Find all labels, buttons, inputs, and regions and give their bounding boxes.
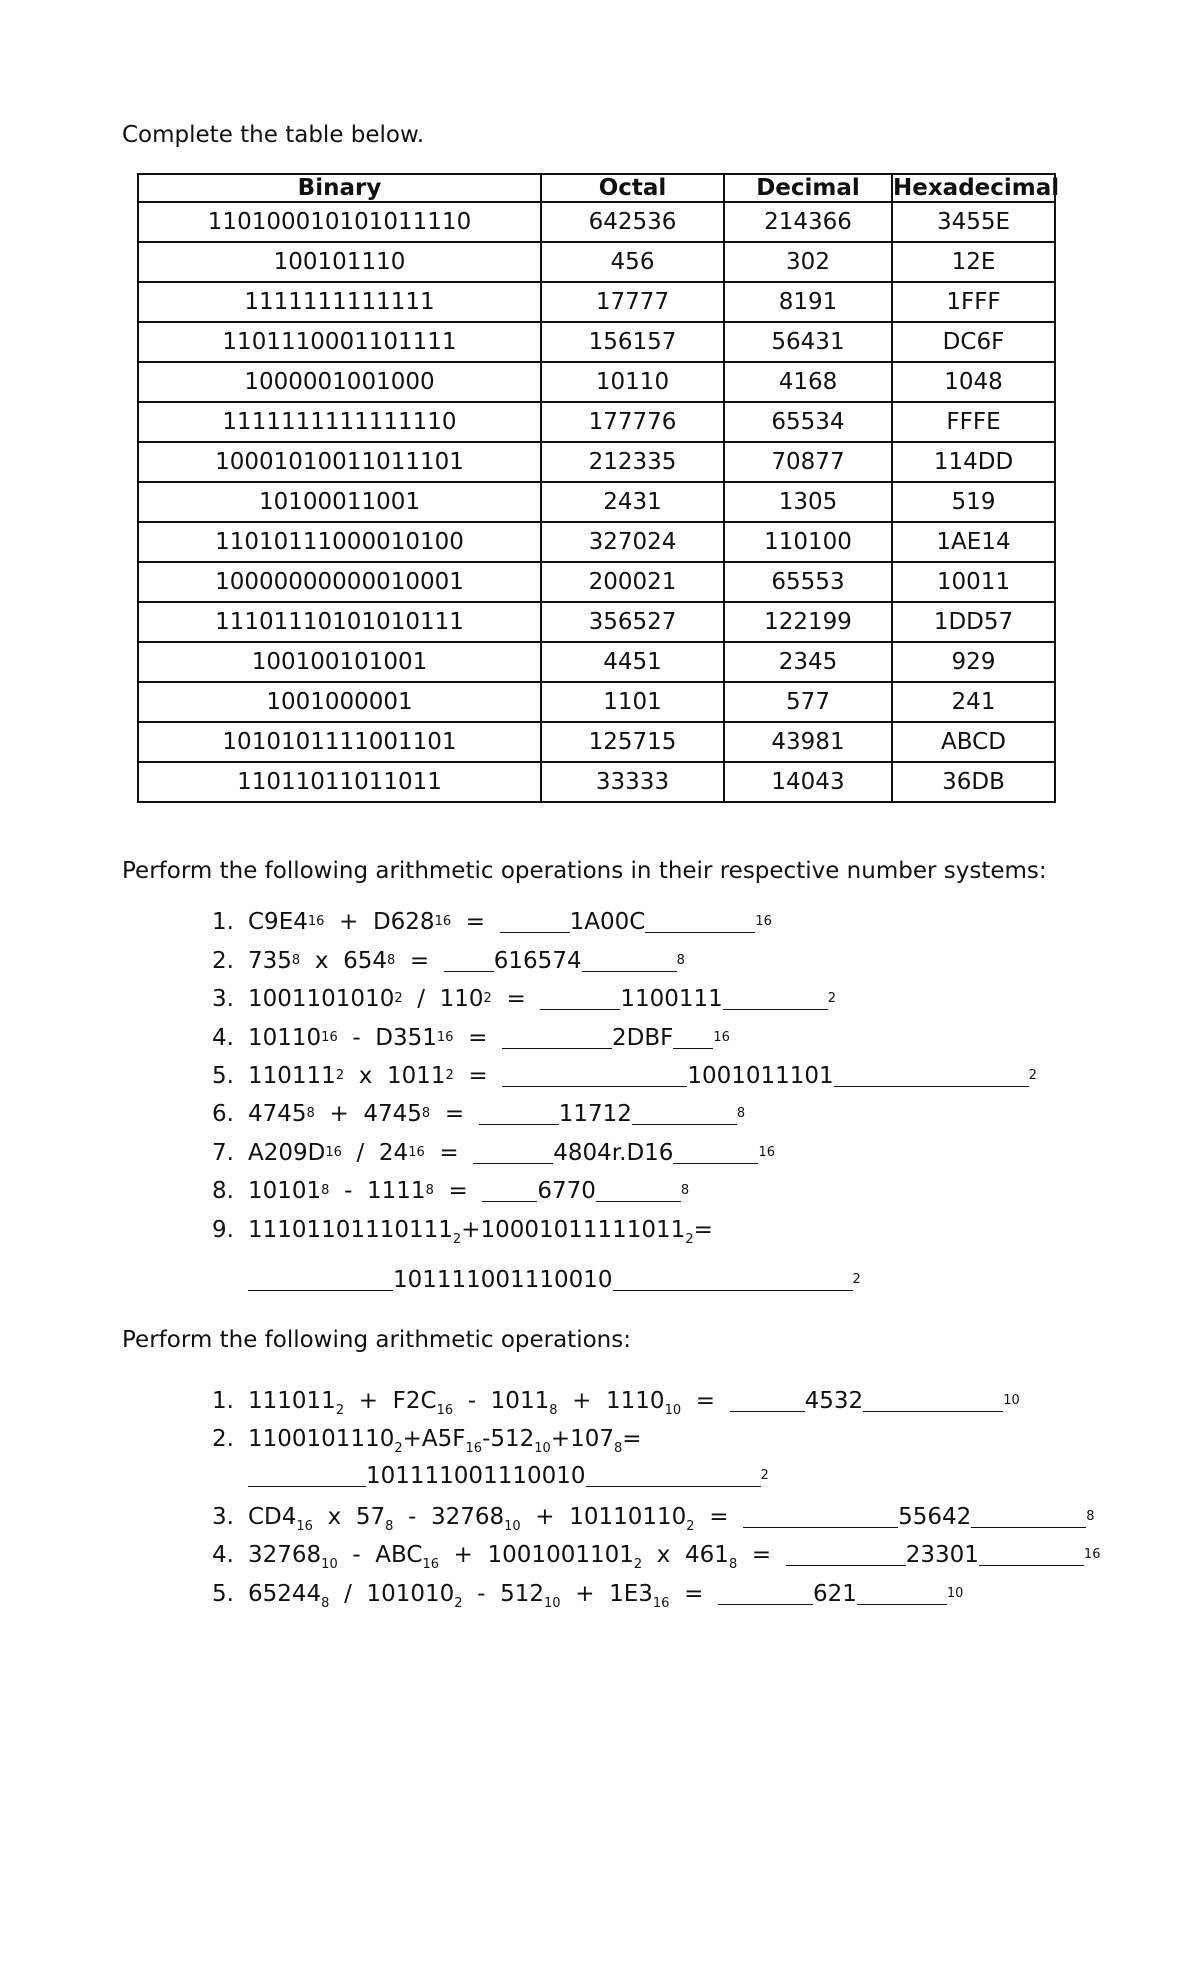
operand: ABC	[375, 1542, 423, 1568]
operand: 110	[439, 986, 484, 1012]
item-number: 2.	[212, 948, 234, 974]
cell-hexadecimal: 114DD	[892, 442, 1055, 482]
answer: 1001011101	[687, 1063, 834, 1089]
arith-instruction-2: Perform the following arithmetic operations:	[122, 1327, 631, 1353]
operand: 110111	[248, 1063, 336, 1089]
operand: D351	[375, 1025, 437, 1051]
expression: $65244_8$ / $101010_2$ - $512_{10}$ + $1E3_{16}$ = 621 10	[248, 1581, 964, 1611]
cell-octal: 10110	[541, 362, 724, 402]
answer: 23301	[905, 1542, 979, 1568]
cell-binary: 1111111111111110	[138, 402, 541, 442]
expression: $CD4_{16}$ x $57_8$ - $32768_{10}$ + $10110110_2$ = 55642 8	[248, 1504, 1095, 1534]
item-number: 1.	[212, 909, 234, 935]
expression: 110111 2 x 1011 2 = 1001011101 2	[248, 1063, 1037, 1089]
operator: /	[417, 986, 425, 1012]
base: 16	[465, 1441, 483, 1456]
operand: 1011	[490, 1388, 550, 1414]
base: 16	[436, 1403, 454, 1418]
table-row	[138, 682, 1055, 722]
operator: -	[408, 1504, 417, 1530]
cell-octal: 1101	[541, 682, 724, 722]
expression: 735 8 x 654 8 = 616574 8	[248, 948, 685, 974]
expression: 1001101010 2 / 110 2 = 1100111 2	[248, 986, 837, 1012]
header-octal: Octal	[541, 174, 724, 202]
operand: 10110	[248, 1025, 322, 1051]
cell-octal: 2431	[541, 482, 724, 522]
equals-sign: =	[693, 1217, 713, 1243]
equals-sign: =	[468, 1025, 488, 1051]
equals-sign: =	[695, 1388, 716, 1414]
table-row	[138, 202, 1055, 242]
base: 10	[544, 1596, 561, 1611]
table-row	[138, 602, 1055, 642]
operator: -	[344, 1178, 353, 1204]
operator: -	[352, 1025, 361, 1051]
operator: /	[356, 1140, 365, 1166]
cell-binary: 11101110101010111	[138, 602, 541, 642]
cell-binary: 10000000000010001	[138, 562, 541, 602]
operand: 10001011111011	[480, 1217, 686, 1243]
cell-decimal: 302	[724, 242, 892, 282]
answer: 621	[812, 1581, 857, 1607]
expression: $32768_{10}$ - $ABC_{16}$ + $1001001101_2$ x $461_8$ = 23301 16	[248, 1542, 1101, 1572]
operand: 1100101110	[248, 1426, 395, 1452]
expression: C9E4 16 + D628 16 = 1A00C 16	[248, 909, 772, 935]
equals-sign: =	[444, 1101, 465, 1127]
operator: +	[358, 1388, 378, 1414]
operand: 32768	[248, 1542, 322, 1568]
equals-sign: =	[622, 1426, 642, 1452]
cell-hexadecimal: 519	[892, 482, 1055, 522]
expression: $111011_2$ + $F2C_{16}$ - $1011_8$ + $1110_{10}$ = 4532 10	[248, 1388, 1020, 1418]
operator: -	[482, 1426, 491, 1452]
operator: x	[656, 1542, 671, 1568]
answer: 4804r.D16	[553, 1140, 674, 1166]
item-2-answer-line: 101111001110010 2	[248, 1456, 769, 1496]
operand: 461	[685, 1542, 729, 1568]
base: 16	[652, 1596, 670, 1611]
cell-hexadecimal: 929	[892, 642, 1055, 682]
cell-binary: 100100101001	[138, 642, 541, 682]
base: 2	[686, 1519, 695, 1534]
header-hexadecimal: Hexadecimal	[893, 175, 1060, 201]
equals-sign: =	[448, 1178, 468, 1204]
table-row	[138, 442, 1055, 482]
cell-decimal: 8191	[724, 282, 892, 322]
answer: 2DBF	[611, 1025, 674, 1051]
item-number: 8.	[212, 1178, 234, 1204]
item-number: 4.	[212, 1542, 234, 1568]
base: 10	[321, 1557, 338, 1572]
cell-binary: 1010101111001101	[138, 722, 541, 762]
cell-binary: 1111111111111	[138, 282, 541, 322]
cell-octal: 177776	[541, 402, 724, 442]
table-row	[138, 562, 1055, 602]
base: 2	[335, 1403, 345, 1418]
cell-octal: 642536	[541, 202, 724, 242]
cell-octal: 125715	[541, 722, 724, 762]
answer: 101111001110010	[366, 1463, 586, 1489]
item-number: 5.	[212, 1063, 234, 1089]
equals-sign: =	[709, 1504, 729, 1530]
operand: 107	[570, 1426, 615, 1452]
table-instruction: Complete the table below.	[122, 122, 424, 148]
cell-octal: 212335	[541, 442, 724, 482]
operator: +	[402, 1426, 422, 1452]
conversion-table	[137, 173, 1060, 803]
operator: +	[572, 1388, 592, 1414]
operator: -	[352, 1542, 361, 1568]
table-row	[138, 362, 1055, 402]
operator: +	[339, 909, 359, 935]
item-number: 2.	[212, 1426, 234, 1452]
answer: 1A00C	[569, 909, 646, 935]
arith-instruction: Perform the following arithmetic operations in their respective number systems:	[122, 858, 1047, 884]
cell-octal: 156157	[541, 322, 724, 362]
equals-sign: =	[465, 909, 486, 935]
table-header-row	[138, 174, 1055, 202]
item-number: 4.	[212, 1025, 234, 1051]
answer: 1100111	[620, 986, 723, 1012]
operand: 65244	[248, 1581, 322, 1607]
table-row	[138, 642, 1055, 682]
cell-decimal: 14043	[724, 762, 892, 802]
cell-decimal: 65534	[724, 402, 892, 442]
answer: 101111001110010	[393, 1267, 613, 1293]
operand: C9E4	[248, 909, 308, 935]
cell-hexadecimal: 10011	[892, 562, 1055, 602]
operator: +	[461, 1217, 481, 1243]
cell-hexadecimal: ABCD	[892, 722, 1055, 762]
operand: D628	[372, 909, 435, 935]
cell-binary: 1001000001	[138, 682, 541, 722]
operator: +	[453, 1542, 473, 1568]
cell-hexadecimal: 3455E	[892, 202, 1055, 242]
equals-sign: =	[468, 1063, 488, 1089]
answer: 11712	[558, 1101, 632, 1127]
table-row	[138, 242, 1055, 282]
item-number: 3.	[212, 1504, 234, 1530]
equals-sign: =	[506, 986, 526, 1012]
operator: x	[358, 1063, 373, 1089]
base: 8	[385, 1519, 394, 1534]
base: 2	[394, 1441, 403, 1456]
item-number: 5.	[212, 1581, 234, 1607]
base: 10	[504, 1519, 521, 1534]
operand: 1001001101	[487, 1542, 634, 1568]
cell-binary: 110100010101011110	[138, 202, 541, 242]
cell-hexadecimal: 1AE14	[892, 522, 1055, 562]
operand: 32768	[430, 1504, 505, 1530]
cell-hexadecimal: 36DB	[892, 762, 1055, 802]
operand: 10110110	[569, 1504, 687, 1530]
item-number: 1.	[212, 1388, 234, 1414]
base: 10	[534, 1441, 551, 1456]
cell-binary: 11010111000010100	[138, 522, 541, 562]
cell-octal: 456	[541, 242, 724, 282]
item-number: 6.	[212, 1101, 234, 1127]
cell-decimal: 1305	[724, 482, 892, 522]
item-number: 9.	[212, 1217, 234, 1243]
answer: 4532	[804, 1388, 864, 1414]
operator: -	[477, 1581, 486, 1607]
table-row	[138, 282, 1055, 322]
base: 8	[614, 1441, 623, 1456]
operand: 735	[248, 948, 292, 974]
base: 8	[728, 1557, 738, 1572]
operand: 1001101010	[248, 986, 395, 1012]
item-9-answer-line: 101111001110010 2	[248, 1260, 861, 1300]
table-row	[138, 522, 1055, 562]
operand: 512	[490, 1426, 535, 1452]
operator: /	[344, 1581, 352, 1607]
operator: +	[329, 1101, 349, 1127]
cell-hexadecimal: 1DD57	[892, 602, 1055, 642]
item-number: 3.	[212, 986, 234, 1012]
operand: 1E3	[609, 1581, 653, 1607]
equals-sign: =	[409, 948, 430, 974]
cell-octal: 327024	[541, 522, 724, 562]
table-row	[138, 762, 1055, 802]
equals-sign: =	[439, 1140, 459, 1166]
operand: CD4	[248, 1504, 297, 1530]
operand: 4745	[248, 1101, 307, 1127]
cell-binary: 11011011011011	[138, 762, 541, 802]
cell-hexadecimal: 241	[892, 682, 1055, 722]
base: 8	[321, 1596, 330, 1611]
cell-decimal: 43981	[724, 722, 892, 762]
item-number: 7.	[212, 1140, 234, 1166]
cell-hexadecimal: 12E	[892, 242, 1055, 282]
header-decimal: Decimal	[724, 174, 892, 202]
base: 2	[685, 1232, 694, 1247]
operator: +	[550, 1426, 571, 1452]
cell-binary: 1000001001000	[138, 362, 541, 402]
operator: x	[327, 1504, 342, 1530]
operand: F2C	[392, 1388, 437, 1414]
cell-decimal: 70877	[724, 442, 892, 482]
expression	[248, 1217, 713, 1247]
answer: 55642	[898, 1504, 972, 1530]
operand: 101010	[366, 1581, 455, 1607]
cell-decimal: 122199	[724, 602, 892, 642]
cell-octal: 33333	[541, 762, 724, 802]
base: 2	[633, 1557, 643, 1572]
cell-decimal: 4168	[724, 362, 892, 402]
expression: A209D 16 / 24 16 = 4804r.D16 16	[248, 1140, 775, 1166]
operand: 11101101110111	[248, 1217, 453, 1243]
cell-hexadecimal: 1048	[892, 362, 1055, 402]
cell-decimal: 577	[724, 682, 892, 722]
operand: 57	[355, 1504, 386, 1530]
cell-decimal: 110100	[724, 522, 892, 562]
cell-decimal: 65553	[724, 562, 892, 602]
cell-binary: 1101110001101111	[138, 322, 541, 362]
cell-binary: 100101110	[138, 242, 541, 282]
header-binary: Binary	[138, 174, 541, 202]
equals-sign: =	[751, 1542, 772, 1568]
cell-octal: 200021	[541, 562, 724, 602]
table-row	[138, 722, 1055, 762]
operand: 1110	[606, 1388, 665, 1414]
table-row	[138, 482, 1055, 522]
table-row	[138, 322, 1055, 362]
cell-decimal: 214366	[724, 202, 892, 242]
equals-sign: =	[684, 1581, 704, 1607]
operand: A209D	[248, 1140, 326, 1166]
base: 16	[296, 1519, 313, 1534]
expression: 10101 8 - 1111 8 = 6770 8	[248, 1178, 690, 1204]
base: 2	[454, 1596, 463, 1611]
cell-binary: 10001010011011101	[138, 442, 541, 482]
operand: 512	[500, 1581, 545, 1607]
base: 8	[549, 1403, 558, 1418]
operand: A5F	[421, 1426, 466, 1452]
operator: x	[314, 948, 329, 974]
expression: 4745 8 + 4745 8 = 11712 8	[248, 1101, 746, 1127]
cell-hexadecimal: DC6F	[892, 322, 1055, 362]
operator: +	[535, 1504, 555, 1530]
base: 10	[664, 1403, 682, 1418]
cell-decimal: 2345	[724, 642, 892, 682]
operand: 654	[343, 948, 387, 974]
operator: -	[467, 1388, 477, 1414]
cell-octal: 4451	[541, 642, 724, 682]
cell-hexadecimal: FFFE	[892, 402, 1055, 442]
operand: 1011	[386, 1063, 446, 1089]
operand: 10101	[248, 1178, 322, 1204]
operand: 1111	[367, 1178, 426, 1204]
expression	[248, 1426, 642, 1456]
answer: 616574	[493, 948, 582, 974]
cell-binary: 10100011001	[138, 482, 541, 522]
operand: 4745	[363, 1101, 422, 1127]
cell-decimal: 56431	[724, 322, 892, 362]
operator: +	[575, 1581, 595, 1607]
expression: 10110 16 - D351 16 = 2DBF 16	[248, 1025, 730, 1051]
base: 16	[422, 1557, 439, 1572]
cell-octal: 17777	[541, 282, 724, 322]
operand: 111011	[248, 1388, 336, 1414]
cell-hexadecimal: 1FFF	[892, 282, 1055, 322]
cell-octal: 356527	[541, 602, 724, 642]
table-row	[138, 402, 1055, 442]
answer: 6770	[537, 1178, 596, 1204]
base: 2	[452, 1232, 462, 1247]
operand: 24	[378, 1140, 409, 1166]
